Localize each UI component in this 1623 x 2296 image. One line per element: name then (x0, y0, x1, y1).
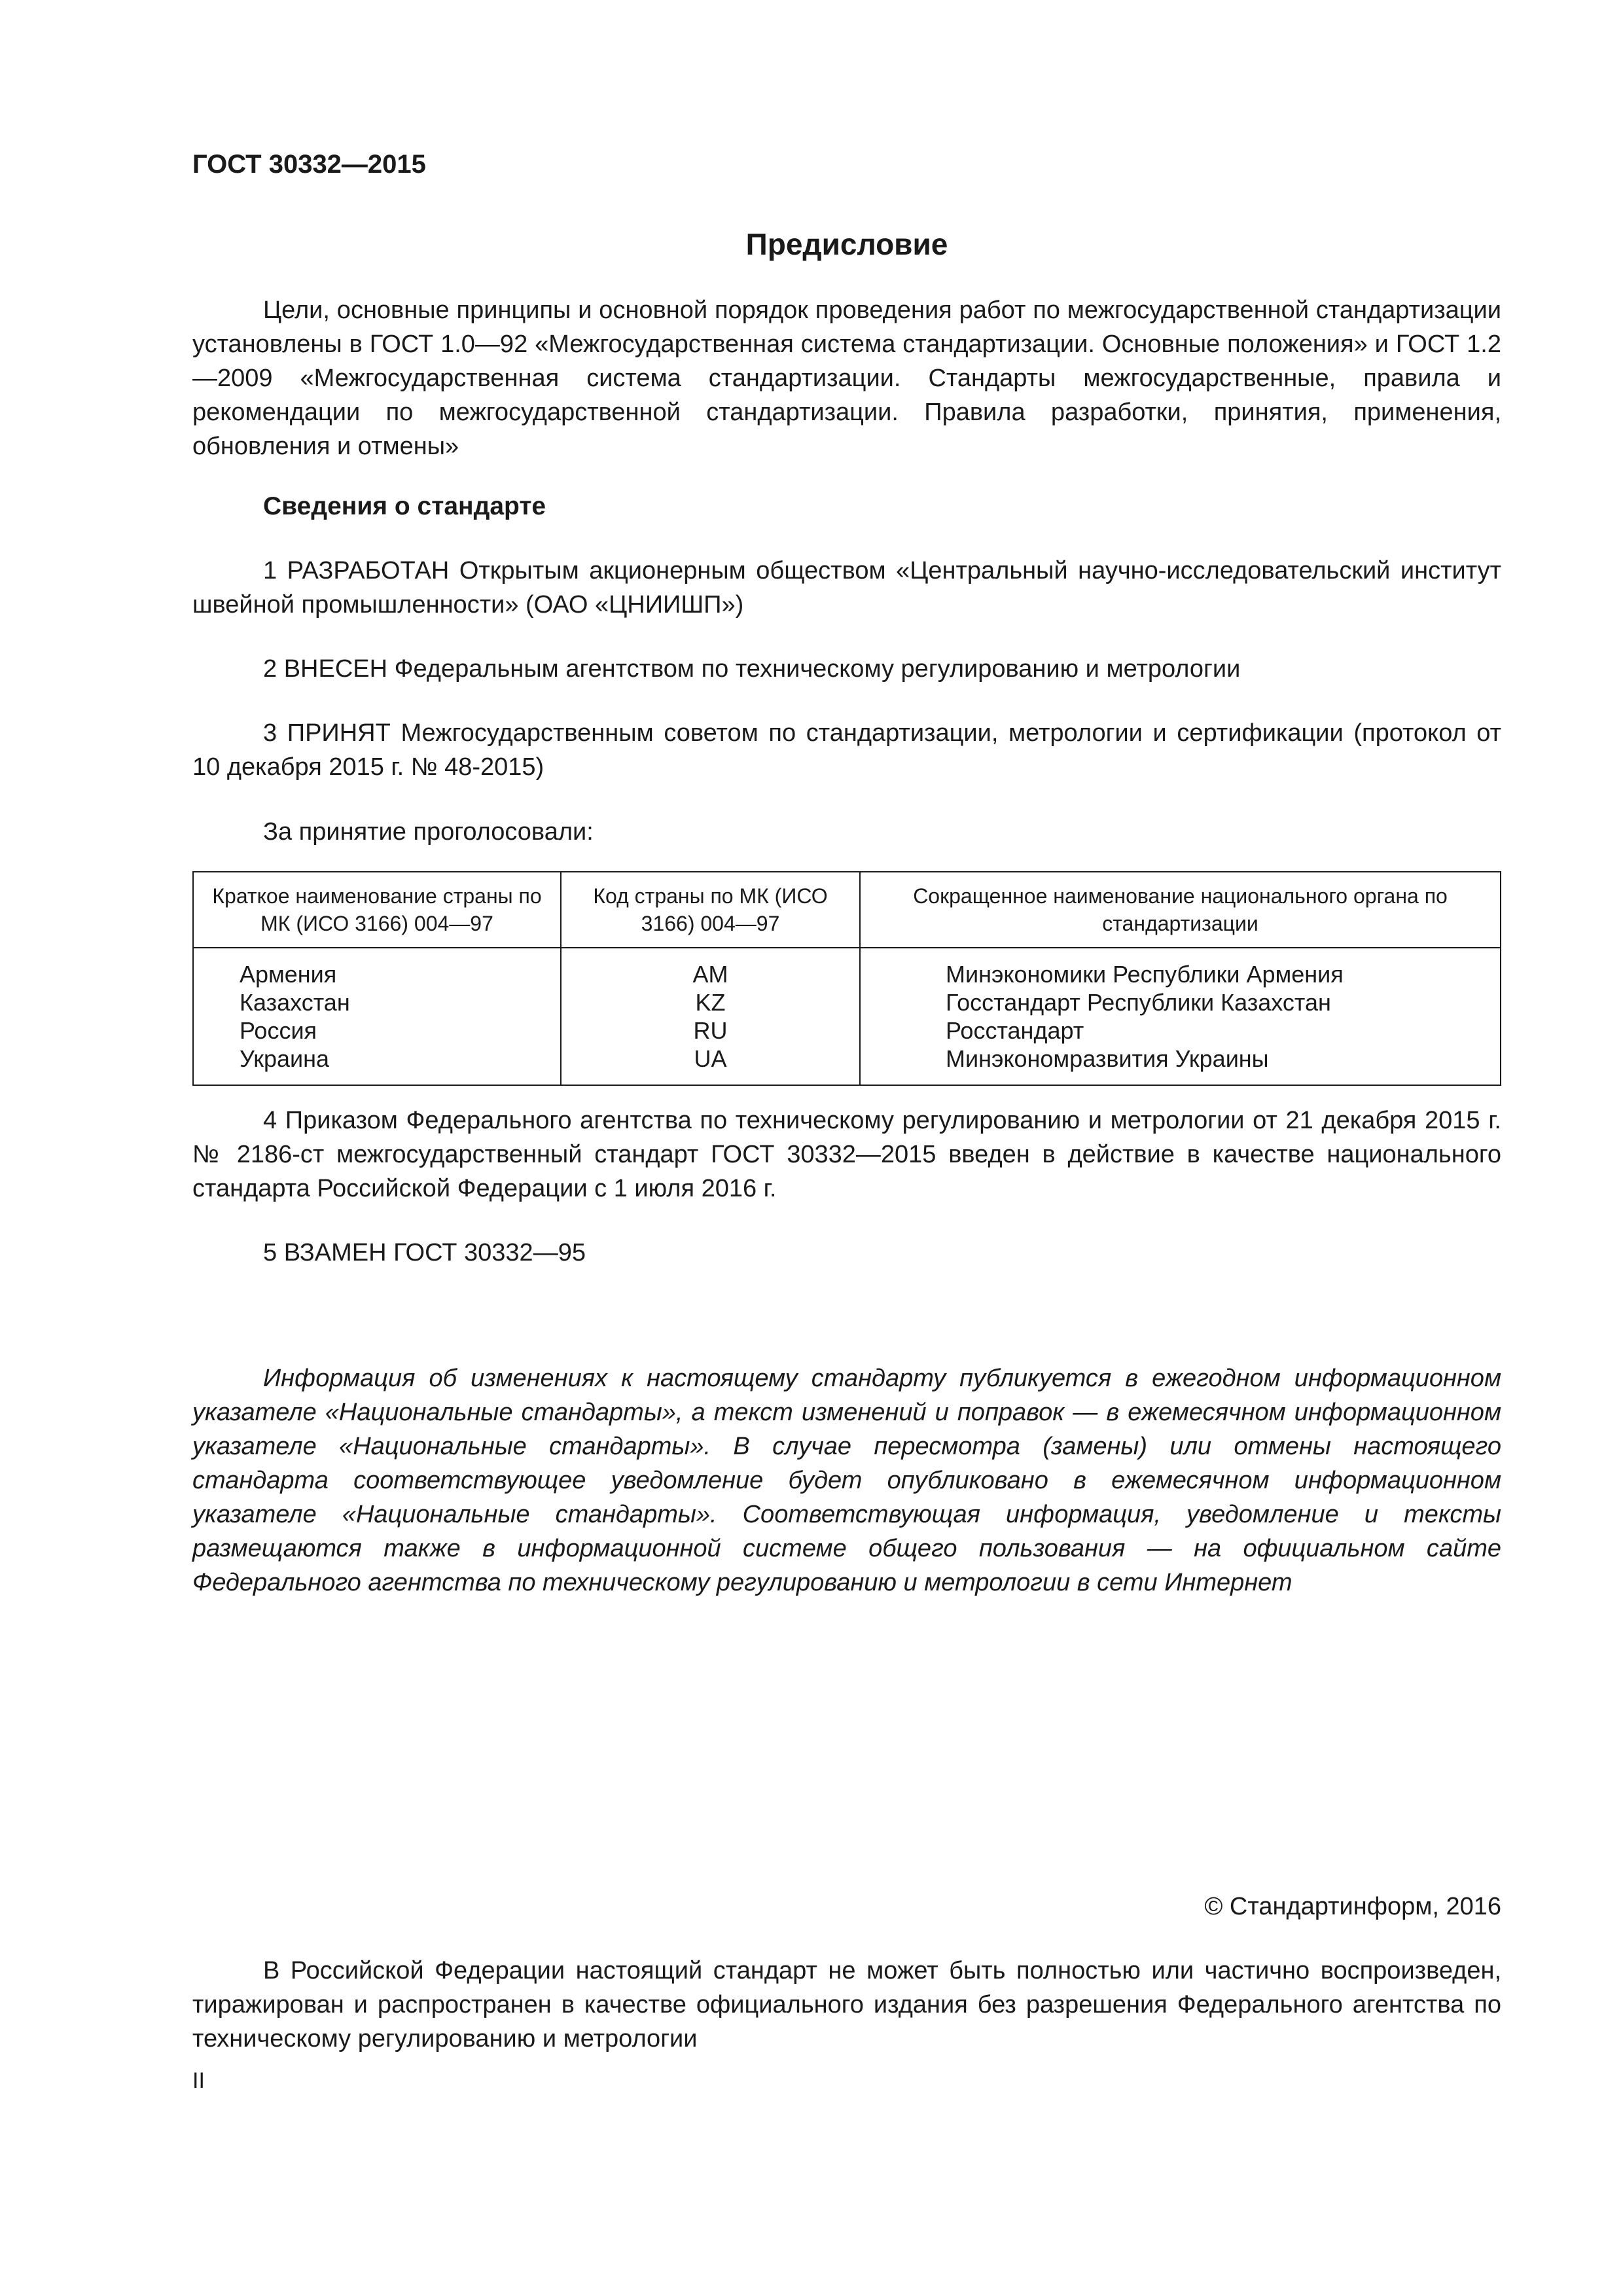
national-organ: Госстандарт Республики Казахстан (946, 989, 1331, 1016)
country-name: Казахстан (240, 989, 350, 1016)
table-row (193, 948, 1501, 1085)
item-adopted: 3 ПРИНЯТ Межгосударственным советом по стандартизации, метрологии и сертификации (протокол от 10 декабря 2015 г. № 48-2015) (192, 719, 1501, 781)
country-code: RU (693, 1017, 728, 1044)
national-organ: Минэкономики Республики Армения (946, 961, 1344, 988)
table-header-row (193, 872, 1501, 948)
copyright-notice: © Стандартинформ, 2016 (1204, 1893, 1501, 1920)
country-name: Украина (240, 1045, 330, 1072)
item-replaces: 5 ВЗАМЕН ГОСТ 30332—95 (263, 1239, 586, 1266)
country-code: KZ (695, 989, 726, 1016)
national-organ: Минэкономразвития Украины (946, 1045, 1269, 1072)
country-name: Армения (240, 961, 337, 988)
standard-info-heading: Сведения о стандарте (263, 492, 546, 520)
header-country-name: Краткое наименование страны по МК (ИСО 3166) 004—97 (193, 872, 561, 948)
intro-paragraph: Цели, основные принципы и основной порядок проведения работ по межгосударственной стандартизации установлены в ГОСТ 1.0—92 «Межгосударственная система стандартизации. Основные положения» и ГОСТ 1.2—2009 «Межгосударственная система стандартизации. Стандарты межгосударственные, правила и рекомендации по межгосударственной стандартизации. Правила разработки, принятия, применения, обновления и отмены» (192, 296, 1501, 460)
voted-label: За принятие проголосовали: (263, 818, 594, 846)
page-title: Предисловие (745, 227, 948, 261)
country-name: Россия (240, 1017, 317, 1044)
document-code-header: ГОСТ 30332—2015 (192, 150, 426, 179)
header-national-organ: Сокращенное наименование национального органа по стандартизации (860, 872, 1501, 948)
country-code: AM (692, 961, 728, 988)
national-organ: Росстандарт (946, 1017, 1084, 1044)
item-enacted: 4 Приказом Федерального агентства по техническому регулированию и метрологии от 21 декабря 2015 г. № 2186-ст межгосударственный стандарт ГОСТ 30332—2015 введен в действие в качестве национального стандарта Российской Федерации с 1 июля 2016 г. (192, 1107, 1501, 1202)
item-introduced: 2 ВНЕСЕН Федеральным агентством по техническому регулированию и метрологии (263, 655, 1241, 683)
voting-table (192, 871, 1501, 1086)
header-country-code: Код страны по МК (ИСО 3166) 004—97 (561, 872, 860, 948)
national-organs-cell (860, 948, 1501, 1085)
item-developed: 1 РАЗРАБОТАН Открытым акционерным обществом «Центральный научно-исследовательский институт швейной промышленности» (ОАО «ЦНИИШП») (192, 557, 1501, 619)
country-code: UA (694, 1045, 727, 1072)
country-codes-cell (561, 948, 860, 1085)
country-names-cell (193, 948, 561, 1085)
change-notice-paragraph: Информация об изменениях к настоящему стандарту публикуется в ежегодном информационном указателе «Национальные стандарты», а текст изменений и поправок — в ежемесячном информационном указателе «Национальные стандарты». В случае пересмотра (замены) или отмены настоящего стандарта соответствующее уведомление будет опубликовано в ежемесячном информационном указателе «Национальные стандарты». Соответствующая информация, уведомление и тексты размещаются также в информационной системе общего пользования — на официальном сайте Федерального агентства по техническому регулированию и метрологии в сети Интернет (192, 1365, 1501, 1596)
page-number: II (192, 2068, 205, 2093)
reproduction-notice: В Российской Федерации настоящий стандарт не может быть полностью или частично воспроизведен, тиражирован и распространен в качестве официального издания без разрешения Федерального агентства по техническому регулированию и метрологии (192, 1957, 1501, 2053)
